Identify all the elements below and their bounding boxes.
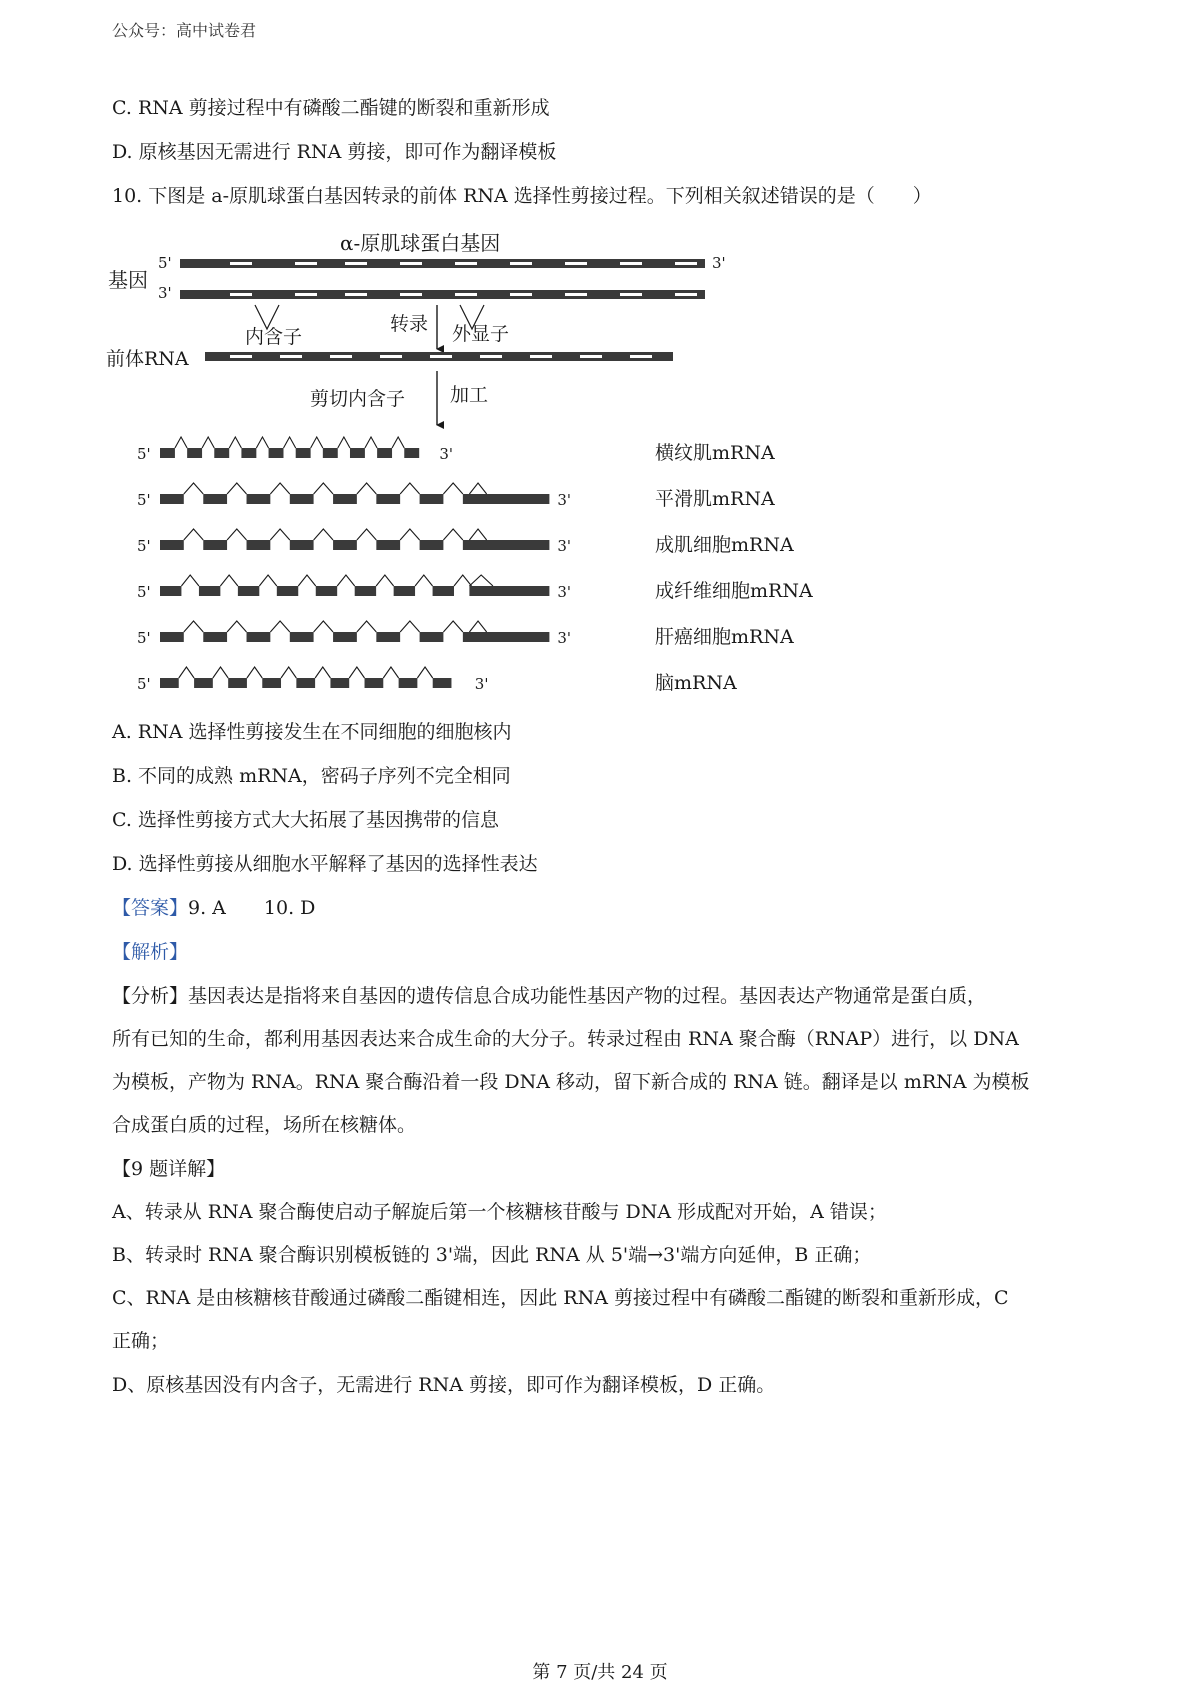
mrna-3prime: 3' <box>439 445 454 463</box>
mrna-row <box>137 483 775 510</box>
mrna-5prime: 5' <box>137 629 151 647</box>
splice-junction <box>213 667 228 678</box>
splice-junction <box>469 529 486 540</box>
exon-block <box>238 586 259 596</box>
intron-dash <box>400 293 422 296</box>
intron-dash <box>330 355 352 358</box>
exon-block <box>160 540 184 550</box>
splice-junction <box>220 575 238 586</box>
analysis-line-4: 合成蛋白质的过程，场所在核糖体。 <box>112 1114 417 1136</box>
exon-block <box>247 494 271 504</box>
exon-block <box>203 632 227 642</box>
cut-intron-label: 剪切内含子 <box>310 388 406 410</box>
splice-junction <box>337 575 355 586</box>
mrna-5prime: 5' <box>137 445 151 463</box>
splice-junction <box>181 575 199 586</box>
exon-block <box>160 448 175 458</box>
splice-junction <box>270 529 289 540</box>
mrna-5prime: 5' <box>137 675 151 693</box>
exon-block <box>333 494 357 504</box>
splice-junction <box>184 483 203 494</box>
mrna-rows <box>137 437 813 694</box>
analysis-line-3: 为模板，产物为 RNA。RNA 聚合酶沿着一段 DNA 移动，留下新合成的 RNA 链。翻译是以 mRNA 为模板 <box>112 1071 1030 1093</box>
intron-dash <box>675 293 697 296</box>
exon-block <box>376 540 400 550</box>
exon-block <box>296 448 311 458</box>
intron-dash <box>430 355 452 358</box>
intron-dash <box>230 293 252 296</box>
mrna-row <box>137 667 737 694</box>
q9-option-d: D. 原核基因无需进行 RNA 剪接，即可作为翻译模板 <box>112 141 557 163</box>
intron-dash <box>620 293 642 296</box>
page-number: 第 7 页/共 24 页 <box>532 1662 668 1683</box>
splice-junction <box>281 667 296 678</box>
splice-junction <box>202 437 214 448</box>
splice-junction <box>415 575 433 586</box>
q10-option-b: B. 不同的成熟 mRNA，密码子序列不完全相同 <box>112 765 511 787</box>
splice-junction <box>184 529 203 540</box>
intron-dash <box>400 262 422 265</box>
intron-dash <box>510 262 532 265</box>
splice-junction <box>179 667 194 678</box>
mrna-row <box>137 529 794 556</box>
exon-block <box>160 632 184 642</box>
exon-block <box>376 494 400 504</box>
q10-option-a: A. RNA 选择性剪接发生在不同细胞的细胞核内 <box>112 721 512 743</box>
exon-block <box>316 586 337 596</box>
exon-block <box>262 678 281 688</box>
splice-junction <box>376 575 394 586</box>
mrna-5prime: 5' <box>137 583 151 601</box>
splice-junction <box>400 483 419 494</box>
mrna-3prime: 3' <box>557 537 572 555</box>
exon-block <box>404 448 419 458</box>
exon-block <box>469 540 549 550</box>
splice-junction <box>417 667 432 678</box>
splice-junction <box>315 667 330 678</box>
splice-junction <box>175 437 187 448</box>
intron-dash <box>675 262 697 265</box>
exon-block <box>214 448 229 458</box>
exon-block <box>194 678 213 688</box>
splice-junction <box>469 575 493 586</box>
splice-junction <box>400 621 419 632</box>
splice-junction <box>314 621 333 632</box>
exon-block <box>399 678 418 688</box>
mrna-name: 脑mRNA <box>655 672 737 694</box>
splice-junction <box>349 667 364 678</box>
exon-block <box>160 586 181 596</box>
exon-block <box>160 494 184 504</box>
analysis-line-1: 【分析】基因表达是指将来自基因的遗传信息合成功能性基因产物的过程。基因表达产物通常是蛋白质， <box>112 985 987 1007</box>
splice-junction <box>365 437 377 448</box>
exon-block <box>228 678 247 688</box>
exon-block <box>333 540 357 550</box>
answer-text: 9. A 10. D <box>188 897 316 919</box>
q9-detail-b: B、转录时 RNA 聚合酶识别模板链的 3'端，因此 RNA 从 5'端→3'端方向延伸，B 正确； <box>112 1244 872 1266</box>
gene-intron-marks-top <box>230 262 697 265</box>
intron-dash <box>455 293 477 296</box>
exon-block <box>330 678 349 688</box>
q9-detail-d: D、原核基因没有内含子，无需进行 RNA 剪接，即可作为翻译模板，D 正确。 <box>112 1374 776 1396</box>
splice-junction <box>469 483 486 494</box>
splice-junction <box>392 437 404 448</box>
exon-block <box>420 540 444 550</box>
splice-junction <box>184 621 203 632</box>
exon-block <box>377 448 392 458</box>
splice-junction <box>270 621 289 632</box>
mrna-row <box>137 437 775 464</box>
splice-junction <box>247 667 262 678</box>
exon-block <box>247 540 271 550</box>
intron-dash <box>510 293 532 296</box>
splice-junction <box>357 529 376 540</box>
exon-block <box>203 494 227 504</box>
splice-junction <box>227 483 246 494</box>
mrna-name: 肝癌细胞mRNA <box>655 626 794 648</box>
intron-dash <box>480 355 502 358</box>
splice-junction <box>400 529 419 540</box>
exon-block <box>290 540 314 550</box>
intron-dash <box>230 262 252 265</box>
splice-junction <box>338 437 350 448</box>
exon-block <box>160 678 179 688</box>
exon-block <box>203 540 227 550</box>
splice-junction <box>454 575 472 586</box>
splice-junction <box>383 667 398 678</box>
figure-title: α-原肌球蛋白基因 <box>340 231 501 255</box>
q9-detail-c: C、RNA 是由核糖核苷酸通过磷酸二酯键相连，因此 RNA 剪接过程中有磷酸二酯键的断裂和重新形成，C <box>112 1287 1009 1309</box>
splice-junction <box>227 621 246 632</box>
pre-rna-label: 前体RNA <box>106 348 189 370</box>
splice-junction <box>256 437 268 448</box>
exon-label: 外显子 <box>452 323 510 345</box>
exon-block <box>290 632 314 642</box>
mrna-row <box>137 575 813 602</box>
intron-dash <box>565 262 587 265</box>
exon-block <box>469 586 549 596</box>
splice-junction <box>298 575 316 586</box>
exon-block <box>241 448 256 458</box>
splice-junction <box>229 437 241 448</box>
intron-dash <box>380 355 402 358</box>
answer-line <box>112 896 315 920</box>
exon-block <box>420 632 444 642</box>
processing-label: 加工 <box>450 384 489 406</box>
exon-block <box>277 586 298 596</box>
splice-junction <box>443 483 462 494</box>
intron-dash <box>530 355 552 358</box>
exon-block <box>433 586 454 596</box>
splice-junction <box>311 437 323 448</box>
exon-block <box>469 494 549 504</box>
q9-detail-c-cont: 正确； <box>112 1330 170 1352</box>
exon-block <box>269 448 284 458</box>
mrna-3prime: 3' <box>474 675 489 693</box>
splice-junction <box>443 529 462 540</box>
exon-block <box>420 494 444 504</box>
q9-detail-title: 【9 题详解】 <box>112 1158 226 1180</box>
splice-junction <box>283 437 295 448</box>
transcription-label: 转录 <box>390 313 429 335</box>
gene-label: 基因 <box>108 268 148 292</box>
pre-rna-intron-marks <box>230 355 652 358</box>
exon-block <box>187 448 202 458</box>
intron-label: 内含子 <box>245 326 303 348</box>
splice-junction <box>270 483 289 494</box>
splicing-diagram <box>106 231 930 765</box>
q10-option-c: C. 选择性剪接方式大大拓展了基因携带的信息 <box>112 809 499 831</box>
intron-dash <box>630 355 652 358</box>
gene-intron-marks-bottom <box>230 293 697 296</box>
exon-block <box>365 678 384 688</box>
splice-junction <box>469 621 486 632</box>
splice-junction <box>259 575 277 586</box>
exon-block <box>469 632 549 642</box>
intron-dash <box>295 293 317 296</box>
answer-tag: 【答案】 <box>112 897 189 919</box>
intron-dash <box>345 262 367 265</box>
q10-stem: 10. 下图是 a-原肌球蛋白基因转录的前体 RNA 选择性剪接过程。下列相关叙述错误的是（ ） <box>112 185 932 207</box>
mrna-3prime: 3' <box>557 491 572 509</box>
mrna-5prime: 5' <box>137 537 151 555</box>
exon-block <box>290 494 314 504</box>
mrna-name: 成肌细胞mRNA <box>655 534 794 556</box>
exon-block <box>199 586 220 596</box>
intron-dash <box>295 262 317 265</box>
intron-dash <box>455 262 477 265</box>
mrna-3prime: 3' <box>557 583 572 601</box>
mrna-name: 横纹肌mRNA <box>655 442 775 464</box>
exon-block <box>350 448 365 458</box>
exon-block <box>355 586 376 596</box>
exon-block <box>333 632 357 642</box>
gene-5prime-top: 5' <box>158 254 172 272</box>
exon-block <box>394 586 415 596</box>
gene-3prime-bottom: 3' <box>158 284 172 302</box>
intron-dash <box>280 355 302 358</box>
splice-junction <box>314 529 333 540</box>
intron-dash <box>580 355 602 358</box>
intron-dash <box>230 355 252 358</box>
q9-detail-a: A、转录从 RNA 聚合酶使启动子解旋后第一个核糖核苷酸与 DNA 形成配对开始，A 错误； <box>112 1201 887 1223</box>
gene-3prime-top: 3' <box>712 254 726 272</box>
exon-block <box>433 678 452 688</box>
intron-dash <box>345 293 367 296</box>
mrna-name: 成纤维细胞mRNA <box>655 580 813 602</box>
splice-junction <box>314 483 333 494</box>
mrna-name: 平滑肌mRNA <box>655 488 775 510</box>
exon-block <box>376 632 400 642</box>
splice-junction <box>357 483 376 494</box>
exon-block <box>296 678 315 688</box>
exon-block <box>247 632 271 642</box>
intron-dash <box>620 262 642 265</box>
source-header: 公众号：高中试卷君 <box>112 21 257 40</box>
mrna-3prime: 3' <box>557 629 572 647</box>
q10-option-d: D. 选择性剪接从细胞水平解释了基因的选择性表达 <box>112 853 538 875</box>
splice-junction <box>443 621 462 632</box>
analysis-tag: 【解析】 <box>112 941 189 963</box>
splice-junction <box>357 621 376 632</box>
intron-dash <box>565 293 587 296</box>
exon-block <box>323 448 338 458</box>
analysis-line-2: 所有已知的生命，都利用基因表达来合成生命的大分子。转录过程由 RNA 聚合酶（RNAP）进行，以 DNA <box>112 1028 1019 1050</box>
mrna-row <box>137 621 794 648</box>
mrna-5prime: 5' <box>137 491 151 509</box>
splice-junction <box>227 529 246 540</box>
q9-option-c: C. RNA 剪接过程中有磷酸二酯键的断裂和重新形成 <box>112 97 550 119</box>
